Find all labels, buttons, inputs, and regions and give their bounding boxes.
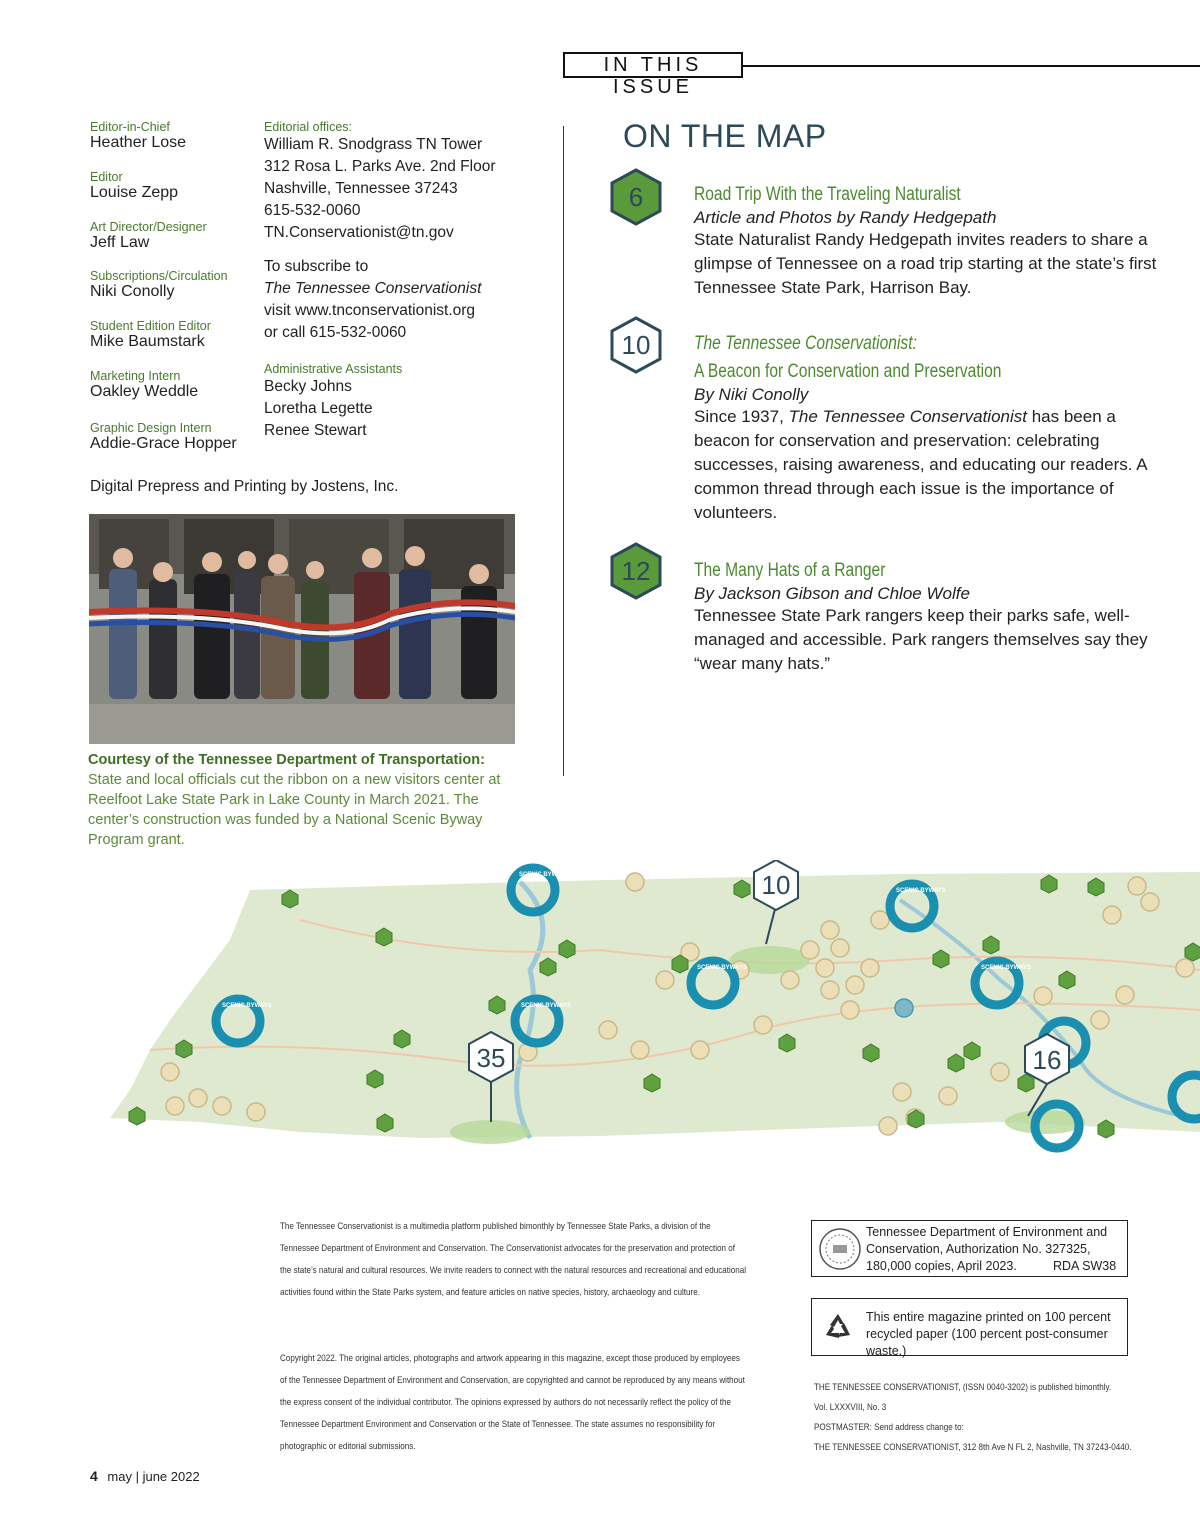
recycle-icon [822, 1311, 854, 1343]
authorization-line: Conservation, Authorization No. 327325, [866, 1242, 1091, 1256]
postal-statement [814, 1378, 1187, 1458]
page-hex-icon [610, 168, 662, 226]
photo-caption [88, 750, 518, 850]
staff-name: Jeff Law [90, 234, 150, 251]
on-the-map-title: ON THE MAP [623, 118, 827, 154]
header-rule [743, 65, 1200, 67]
office-line: Nashville, Tennessee 37243 [264, 180, 458, 197]
story-byline: By Niki Conolly [694, 385, 809, 404]
byway-label: SCENIC BYWAYS [521, 1003, 571, 1009]
postal-line: THE TENNESSEE CONSERVATIONIST, 312 8th Ave N FL 2, Nashville, TN 37243-0440. [814, 1442, 1132, 1453]
staff-role: Subscriptions/Circulation [90, 269, 228, 283]
story-page-number: 6 [628, 182, 644, 212]
magazine-title: The Tennessee Conservationist [264, 280, 482, 297]
admin-name: Renee Stewart [264, 422, 367, 439]
story-title-line1: The Tennessee Conservationist: [694, 333, 917, 354]
staff-role: Graphic Design Intern [90, 421, 212, 435]
story-body: State Naturalist Randy Hedgepath invites readers to share a glimpse of Tennessee on a road trip starting at the state’s first Tennessee State Park, Harrison Bay. [694, 230, 1157, 297]
staff-role: Editor-in-Chief [90, 120, 170, 134]
recycled-paper-box [811, 1298, 1128, 1356]
recycle-line: recycled paper (100 percent post-consumer waste.) [866, 1327, 1108, 1358]
story-body: Tennessee State Park rangers keep their parks safe, well-managed and accessible. Park rangers themselves say they “wear many hats.” [694, 606, 1148, 673]
byway-label: SCENIC BYWAYS [222, 1003, 272, 1009]
printing-credit: Digital Prepress and Printing by Jostens, Inc. [90, 478, 399, 495]
byway-label: SCENIC BYWAYS [519, 872, 569, 878]
postal-line: Vol. LXXXVIII, No. 3 [814, 1402, 887, 1413]
staff-name: Mike Baumstark [90, 333, 205, 350]
svg-text:35: 35 [476, 1043, 506, 1073]
story-entry[interactable] [694, 560, 1164, 676]
authorization-line: 180,000 copies, April 2023. [866, 1259, 1017, 1273]
story-title-line2: A Beacon for Conservation and Preservation [694, 361, 1002, 382]
column-divider [563, 126, 564, 776]
ribbon-cutting-photo [89, 514, 515, 744]
authorization-line: Tennessee Department of Environment and [866, 1225, 1108, 1239]
staff-role: Marketing Intern [90, 369, 181, 383]
masthead-staff [90, 120, 260, 471]
staff-role: Editor [90, 170, 123, 184]
authorization-box [811, 1220, 1128, 1277]
staff-name: Heather Lose [90, 134, 187, 151]
story-title: The Many Hats of a Ranger [694, 560, 886, 581]
tennessee-map [0, 860, 1200, 1160]
page-hex-icon [610, 316, 662, 374]
photo-caption-text: State and local officials cut the ribbon on a new visitors center at Reelfoot Lake State Park in Lake County in March 2021. The center’s construction was funded by a National Scenic Byway Program grant. [88, 772, 501, 848]
story-byline: Article and Photos by Randy Hedgepath [694, 208, 997, 227]
story-page-number: 12 [621, 556, 651, 586]
svg-text:16: 16 [1032, 1045, 1062, 1075]
story-page-number: 10 [621, 330, 651, 360]
story-title: Road Trip With the Traveling Naturalist [694, 184, 961, 205]
issue-date: may | june 2022 [107, 1469, 200, 1484]
story-byline: By Jackson Gibson and Chloe Wolfe [694, 584, 970, 603]
byway-label: SCENIC BYWAYS [697, 965, 747, 971]
offices-label: Editorial offices: [264, 120, 353, 134]
staff-name: Oakley Weddle [90, 383, 199, 400]
byway-label: SCENIC BYWAYS [981, 965, 1031, 971]
about-text-block [280, 1216, 830, 1304]
masthead-offices [264, 120, 554, 442]
rda-code: RDA SW38 [1053, 1259, 1117, 1273]
office-line: William R. Snodgrass TN Tower [264, 136, 483, 153]
staff-role: Student Edition Editor [90, 319, 211, 333]
section-label: IN THIS ISSUE [563, 52, 743, 78]
subscribe-phone: or call 615-532-0060 [264, 324, 407, 341]
svg-text:10: 10 [761, 870, 791, 900]
office-email[interactable]: TN.Conservationist@tn.gov [264, 224, 454, 241]
page-number: 4 [90, 1468, 98, 1484]
recycle-line: This entire magazine printed on 100 percent [866, 1310, 1111, 1324]
admin-label: Administrative Assistants [264, 362, 403, 376]
copyright-text: Copyright 2022. The original articles, photographs and artwork appearing in this magazine, except those produced by employees of the Tennessee Department of Environment and Conservation, are copyrighted and cannot be reproduced by any means without the express consent of the individual contributor. The opinions expressed by authors do not necessarily reflect the policy of the Tennessee Department Environment and Conservation or the State of Tennessee. The state assumes no responsibility for photographic or editorial submissions. [280, 1353, 745, 1452]
about-text: The Tennessee Conservationist is a multimedia platform published bimonthly by Tennessee State Parks, a division of the Tennessee Department of Environment and Conservation. The Conservationist advocates for the preservation and protection of the state’s natural and cultural resources. We invite readers to connect with the natural resources and recreational and educational activities found within the State Parks system, and feature articles on native species, history, archaeology and culture. [280, 1221, 747, 1298]
subscribe-line: To subscribe to [264, 258, 369, 275]
admin-name: Loretha Legette [264, 400, 373, 417]
photo-credit: Courtesy of the Tennessee Department of Transportation: [88, 752, 485, 768]
subscribe-url[interactable]: visit www.tnconservationist.org [264, 302, 476, 319]
page-footer [90, 1468, 200, 1484]
staff-name: Niki Conolly [90, 283, 175, 300]
page-hex-icon [610, 542, 662, 600]
postal-line: THE TENNESSEE CONSERVATIONIST, (ISSN 0040-3202) is published bimonthly. [814, 1382, 1112, 1393]
state-seal-icon [818, 1227, 862, 1271]
story-entry[interactable] [694, 333, 1164, 525]
story-body: Since 1937, The Tennessee Conservationist has been a beacon for conservation and preservation: celebrating successes, raising awareness, and educating our readers. A common thread through each issue is the importance of volunteers. [694, 407, 1147, 522]
staff-role: Art Director/Designer [90, 220, 207, 234]
postal-line: POSTMASTER: Send address change to: [814, 1422, 964, 1433]
staff-name: Louise Zepp [90, 184, 179, 201]
office-line: 615-532-0060 [264, 202, 361, 219]
story-entry[interactable] [694, 184, 1164, 300]
admin-name: Becky Johns [264, 378, 352, 395]
byway-label: SCENIC BYWAYS [896, 888, 946, 894]
staff-name: Addie-Grace Hopper [90, 435, 237, 452]
copyright-text-block [280, 1348, 830, 1458]
office-line: 312 Rosa L. Parks Ave. 2nd Floor [264, 158, 496, 175]
